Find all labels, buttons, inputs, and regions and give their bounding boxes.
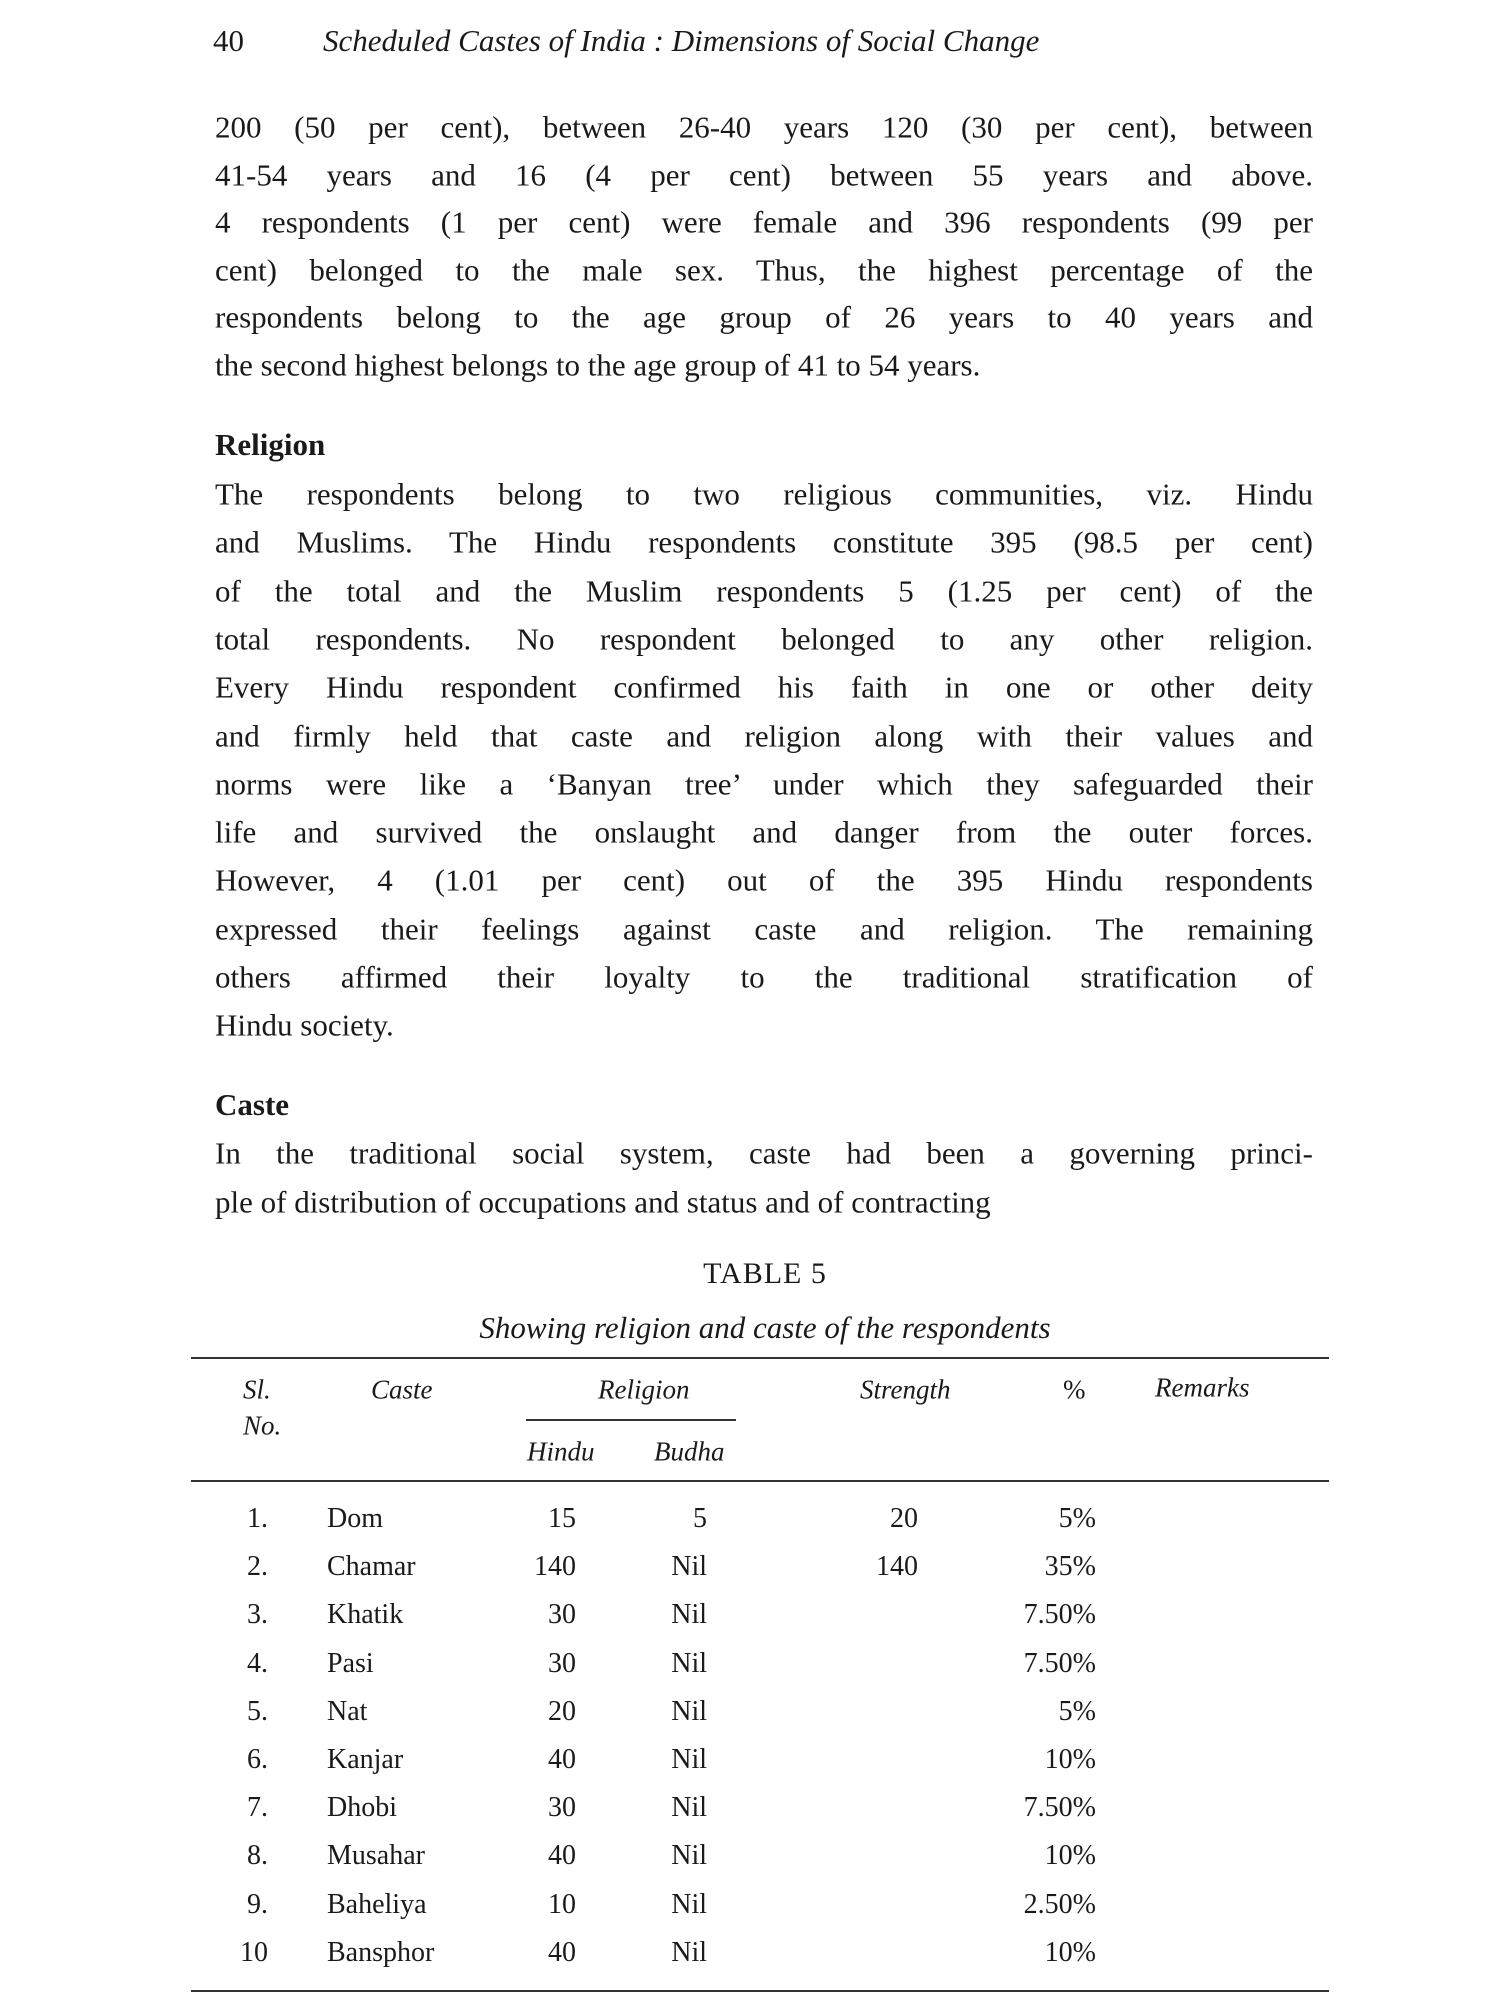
text-line: expressed their feelings against caste and religion. The remaining [215,911,1313,947]
running-title: Scheduled Castes of India : Dimensions of Social Change [323,23,1040,58]
cell-hindu: 20 [548,1695,576,1727]
cell-budha: 5 [693,1503,707,1534]
cell-budha: Nil [671,1647,707,1679]
header-no: No. [243,1410,282,1441]
text-line: of the total and the Muslim respondents 5 (1.25 per cent) of the [215,573,1313,609]
section-heading-caste: Caste [215,1087,290,1122]
cell-percent: 7.50% [1023,1792,1096,1824]
text-line: Hindu society. [215,1007,394,1043]
cell-budha: Nil [671,1792,707,1824]
header-remarks: Remarks [1155,1372,1250,1403]
cell-percent: 10% [1044,1744,1096,1775]
cell-caste: Khatik [327,1599,404,1631]
table-label: TABLE 5 [703,1257,827,1290]
cell-budha: Nil [671,1551,707,1583]
cell-caste: Nat [327,1695,368,1727]
cell-budha: Nil [671,1695,707,1727]
header-hindu: Hindu [527,1436,595,1467]
cell-strength: 20 [890,1503,918,1534]
cell-sl: 9. [247,1888,268,1920]
cell-sl: 2. [247,1551,268,1583]
text-line: 200 (50 per cent), between 26-40 years 120 (30 per cent), between [215,109,1313,145]
header-religion: Religion [598,1374,690,1405]
cell-percent: 5% [1058,1503,1096,1534]
cell-caste: Baheliya [327,1888,427,1920]
cell-hindu: 15 [548,1503,576,1534]
cell-percent: 2.50% [1023,1888,1096,1920]
header-budha: Budha [654,1436,725,1467]
cell-strength: 140 [876,1551,918,1583]
text-line: 4 respondents (1 per cent) were female and 396 respondents (99 per [215,204,1313,240]
cell-hindu: 30 [548,1647,576,1679]
cell-percent: 5% [1058,1695,1096,1727]
cell-budha: Nil [671,1840,707,1872]
text-line: total respondents. No respondent belonged to any other religion. [215,621,1313,657]
cell-budha: Nil [671,1936,707,1968]
cell-sl: 4. [247,1647,268,1679]
text-line: the second highest belongs to the age group of 41 to 54 years. [215,347,981,383]
table-caption: Showing religion and caste of the respondents [479,1310,1051,1345]
text-line: The respondents belong to two religious communities, viz. Hindu [215,476,1313,512]
header-caste: Caste [371,1374,433,1405]
text-line: others affirmed their loyalty to the traditional stratification of [215,959,1313,995]
text-line: Every Hindu respondent confirmed his faith in one or other deity [215,669,1313,705]
religion-underline [526,1419,736,1421]
page-number: 40 [213,23,244,58]
table-top-rule [191,1357,1329,1359]
cell-caste: Bansphor [327,1936,435,1968]
cell-hindu: 30 [548,1599,576,1631]
cell-sl: 8. [247,1840,268,1872]
cell-hindu: 10 [548,1888,576,1920]
cell-hindu: 40 [548,1744,576,1775]
cell-sl: 7. [247,1792,268,1824]
cell-caste: Musahar [327,1840,425,1872]
cell-caste: Dhobi [327,1792,397,1824]
cell-caste: Chamar [327,1551,416,1583]
text-line: cent) belonged to the male sex. Thus, the highest percentage of the [215,252,1313,288]
text-line: In the traditional social system, caste had been a governing princi- [215,1135,1313,1171]
cell-hindu: 40 [548,1936,576,1968]
text-line: life and survived the onslaught and danger from the outer forces. [215,814,1313,850]
cell-sl: 10 [240,1936,268,1968]
cell-percent: 35% [1044,1551,1096,1583]
cell-budha: Nil [671,1744,707,1775]
cell-caste: Dom [327,1503,383,1534]
table-bottom-rule [191,1990,1329,1992]
cell-percent: 7.50% [1023,1599,1096,1631]
cell-percent: 10% [1044,1936,1096,1968]
text-line: 41-54 years and 16 (4 per cent) between 55 years and above. [215,157,1313,193]
header-sl: Sl. [243,1374,271,1405]
text-line: ple of distribution of occupations and status and of contracting [215,1184,991,1220]
cell-budha: Nil [671,1888,707,1920]
cell-sl: 5. [247,1695,268,1727]
header-percent: % [1063,1374,1086,1405]
cell-sl: 6. [247,1744,268,1775]
cell-caste: Pasi [327,1647,374,1679]
cell-budha: Nil [671,1599,707,1631]
cell-sl: 3. [247,1599,268,1631]
text-line: and firmly held that caste and religion along with their values and [215,718,1313,753]
header-strength: Strength [860,1374,951,1405]
cell-hindu: 140 [534,1551,576,1583]
cell-hindu: 40 [548,1840,576,1872]
cell-caste: Kanjar [327,1744,404,1775]
cell-percent: 7.50% [1023,1647,1096,1679]
cell-percent: 10% [1044,1840,1096,1872]
section-heading-religion: Religion [215,427,326,462]
cell-hindu: 30 [548,1792,576,1824]
cell-sl: 1. [247,1503,268,1534]
text-line: norms were like a ‘Banyan tree’ under which they safeguarded their [215,766,1313,802]
text-line: respondents belong to the age group of 26 years to 40 years and [215,299,1313,335]
text-line: However, 4 (1.01 per cent) out of the 395 Hindu respondents [215,862,1313,898]
header-bottom-rule [191,1480,1329,1482]
text-line: and Muslims. The Hindu respondents constitute 395 (98.5 per cent) [215,524,1313,560]
